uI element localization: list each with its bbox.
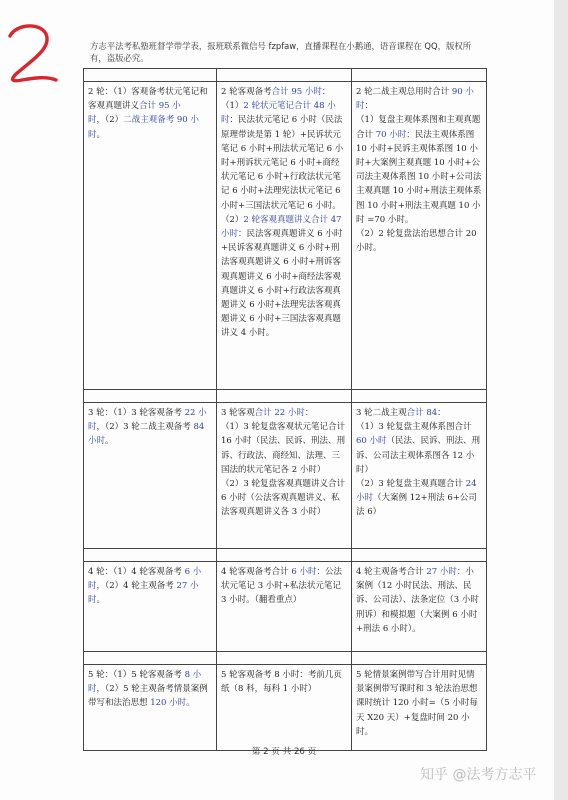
handwritten-number-two bbox=[2, 20, 62, 92]
highlighted-hours: 6 小时 bbox=[88, 567, 202, 592]
watermark: 知乎 @法考方志平 bbox=[420, 767, 537, 783]
cell-text: ，（2）4 轮主观备考 bbox=[96, 581, 177, 592]
cell-text: 4 轮客观备考合计 bbox=[221, 567, 292, 577]
objective-plan-cell bbox=[217, 562, 352, 652]
cell-text: 4 轮主观备考合计 bbox=[356, 567, 427, 577]
round-summary-cell bbox=[84, 665, 217, 751]
cell-text: （1）3 轮复盘主观体系图合计 bbox=[356, 422, 472, 433]
subjective-plan-cell bbox=[352, 403, 487, 549]
cell-text: （民法、民诉、刑法、刑诉、公司法主观体系图各 12 小时） bbox=[356, 436, 481, 475]
highlighted-hours: 二战主观备考 90 小时 bbox=[88, 115, 199, 140]
table-row bbox=[84, 665, 487, 751]
table-spacer-row bbox=[84, 390, 487, 403]
table-row bbox=[84, 562, 487, 652]
objective-plan-cell bbox=[217, 403, 352, 549]
highlighted-hours: 2 轮状元笔记合计 48 小时 bbox=[221, 101, 336, 126]
cell-text: 2 轮二战主观总用时合计 bbox=[356, 87, 452, 97]
cell-text: （2） bbox=[221, 214, 244, 225]
cell-text: ： bbox=[321, 87, 331, 97]
cell-text: ：民法主观体系图 10 小时+民诉主观体系图 10 小时+大案例主观真题 10 小时+公司法主观体系图 10 小时+公司法主观真题 10 小时+刑法主观体系图 10 小时+刑法主观真题 10 小时 =70 小时。 bbox=[356, 129, 482, 225]
cell-text: ，（2）3 轮二战主观备考 bbox=[96, 422, 194, 433]
highlighted-hours: 2 轮客观真题讲义合计 47 小时 bbox=[221, 214, 342, 240]
cell-text: 3 轮：（1）3 轮客观备考 bbox=[88, 408, 185, 418]
highlighted-hours: 70 小时 bbox=[375, 129, 407, 140]
highlighted-hours: 22 小时 bbox=[88, 408, 207, 433]
highlighted-hours: 120 小时 bbox=[150, 698, 187, 709]
cell-text: ，（2） bbox=[96, 115, 124, 126]
highlighted-hours: 27 小时 bbox=[426, 567, 457, 577]
cell-text: （1）3 轮复盘客观状元笔记合计 16 小时（民法、民诉、刑法、刑诉、行政法、商经知、法理、三国法的状元笔记各 2 小时） bbox=[221, 422, 346, 475]
cell-text: 5 轮情景案例带写合计用时见情景案例带写课时和 3 轮法治思想课时统计 120 小时=（5 小时每天 X20 天）+复盘时间 20 小时。 bbox=[356, 670, 478, 737]
study-schedule-table bbox=[83, 68, 487, 751]
table-row bbox=[84, 403, 487, 549]
page-number: 第 2 页 共 26 页 bbox=[251, 747, 317, 757]
round-summary-cell bbox=[84, 82, 217, 390]
document-header: 方志平法考私塾班督学带学表，报班联系微信号 fzpfaw，直播课程在小鹅通，语音课程在 QQ，版权所有，盗版必究。 bbox=[90, 41, 472, 63]
cell-text: 。 bbox=[96, 129, 106, 140]
highlighted-hours: 84 小时 bbox=[88, 422, 205, 447]
highlighted-hours: 合计 84 bbox=[406, 408, 438, 418]
subjective-plan-cell bbox=[352, 665, 487, 751]
highlighted-hours: 6 小时 bbox=[291, 567, 317, 577]
highlighted-hours: 60 小时 bbox=[356, 436, 387, 447]
cell-text: 3 轮客观 bbox=[221, 408, 255, 418]
subjective-plan-cell bbox=[352, 82, 487, 390]
cell-text: （2）3 轮复盘客观真题讲义合计 6 小时（公法客观真题讲义、私法客观真题讲义各 3 小时） bbox=[221, 479, 346, 518]
table-spacer-row bbox=[84, 652, 487, 665]
cell-text: ：小案例（12 小时民法、刑法、民诉、公司法）、法条定位（3 小时刑诉）和模拟题（大案例 6 小时+刑法 6 小时）。 bbox=[356, 567, 479, 634]
highlighted-hours: 24 小时 bbox=[356, 479, 477, 504]
round-summary-cell bbox=[84, 403, 217, 549]
cell-text: （1） bbox=[221, 101, 244, 112]
cell-text: 2 轮客观备考 bbox=[221, 87, 272, 97]
highlighted-hours: 8 小时 bbox=[88, 670, 202, 695]
cell-text: ： bbox=[364, 101, 374, 112]
cell-text: （2）3 轮复盘主观真题合计 bbox=[356, 479, 466, 490]
cell-text: ： bbox=[437, 408, 446, 418]
highlighted-hours: 合计 22 小时 bbox=[254, 408, 305, 418]
cell-text: ：民法状元笔记 6 小时（民法原理带读是第 1 轮）+民诉状元笔记 6 小时+刑法状元笔记 6 小时+刑诉状元笔记 6 小时+商经状元笔记 6 小时+行政法状元笔记 6 小时+法理宪法状元笔记 6 小时+三国法状元笔记 6 小时。 bbox=[221, 115, 344, 211]
cell-text: 2 轮：（1）客观备考状元笔记和客观真题讲义 bbox=[88, 87, 208, 112]
table-spacer-row bbox=[84, 549, 487, 562]
highlighted-hours: 合计 95 小时 bbox=[271, 87, 322, 97]
objective-plan-cell bbox=[217, 665, 352, 751]
table-row bbox=[84, 82, 487, 390]
cell-text: 4 轮：（1）4 轮客观备考 bbox=[88, 567, 185, 577]
cell-text: 5 轮：（1）5 轮客观备考 bbox=[88, 670, 185, 680]
round-summary-cell bbox=[84, 562, 217, 652]
cell-text: ，（2）5 轮主观备考情景案例带写和法治思想 bbox=[88, 684, 208, 709]
highlighted-hours: 27 小时 bbox=[88, 581, 199, 606]
cell-text: 。 bbox=[105, 436, 114, 447]
highlighted-hours: 合计 95 小时 bbox=[88, 101, 181, 126]
table-spacer-row bbox=[84, 69, 487, 82]
cell-text: （1）复盘主观体系图和主观真题合计 bbox=[356, 115, 481, 140]
cell-text: 3 轮二战主观 bbox=[356, 408, 407, 418]
scan-edge-shadow bbox=[554, 0, 568, 800]
cell-text: ：公法状元笔记 3 小时+私法状元笔记 3 小时。（翻看重点） bbox=[221, 567, 342, 606]
cell-text: 。 bbox=[186, 698, 195, 709]
cell-text: （大案例 12+刑法 6+公司法 6） bbox=[356, 493, 477, 518]
subjective-plan-cell bbox=[352, 562, 487, 652]
cell-text: ：民法客观真题讲义 6 小时+民诉客观真题讲义 6 小时+刑法客观真题讲义 6 小时+刑诉客观真题讲义 6 小时+商经法客观真题讲义 6 小时+行政法客观真题讲义 6 小时+法理宪法客观真题讲义 6 小时+三国法客观真题讲义 4 小时。 bbox=[221, 229, 343, 339]
cell-text: ： bbox=[304, 408, 314, 418]
highlighted-hours: 90 小时 bbox=[356, 87, 474, 112]
cell-text: 。 bbox=[96, 595, 106, 606]
cell-text: 5 轮客观备考 8 小时：考前几页纸（8 科，每科 1 小时） bbox=[221, 670, 342, 695]
cell-text: （2）2 轮复盘法治思想合计 20 小时。 bbox=[356, 229, 477, 254]
objective-plan-cell bbox=[217, 82, 352, 390]
